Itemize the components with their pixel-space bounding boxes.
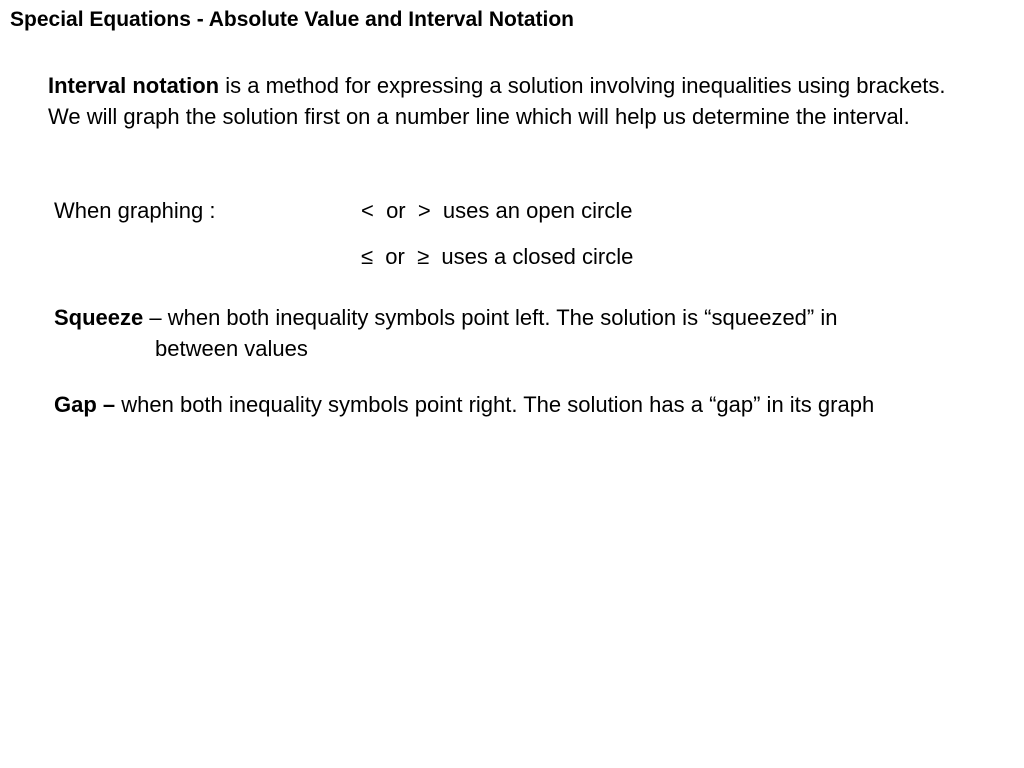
interval-notation-term: Interval notation bbox=[48, 73, 220, 98]
squeeze-term: Squeeze bbox=[54, 305, 144, 330]
page-title: Special Equations - Absolute Value and Interval Notation bbox=[10, 8, 574, 31]
gap-definition: when both inequality symbols point right. The solution has a “gap” in its graph bbox=[115, 392, 875, 417]
open-circle-rule: < or > uses an open circle bbox=[361, 198, 633, 223]
squeeze-definition-line1: – when both inequality symbols point left. The solution is “squeezed” in bbox=[143, 305, 838, 330]
gap-paragraph bbox=[54, 389, 954, 420]
interval-notation-definition: is a method for expressing a solution involving inequalities using brackets. We will graph the solution first on a number line which will help us determine the interval. bbox=[48, 73, 946, 129]
when-graphing-label: When graphing : bbox=[54, 198, 216, 223]
gap-term: Gap – bbox=[54, 392, 116, 417]
closed-circle-rule: ≤ or ≥ uses a closed circle bbox=[361, 244, 634, 269]
interval-notation-paragraph bbox=[48, 70, 948, 132]
squeeze-paragraph bbox=[54, 302, 984, 364]
squeeze-definition-line2: between values bbox=[155, 336, 308, 361]
